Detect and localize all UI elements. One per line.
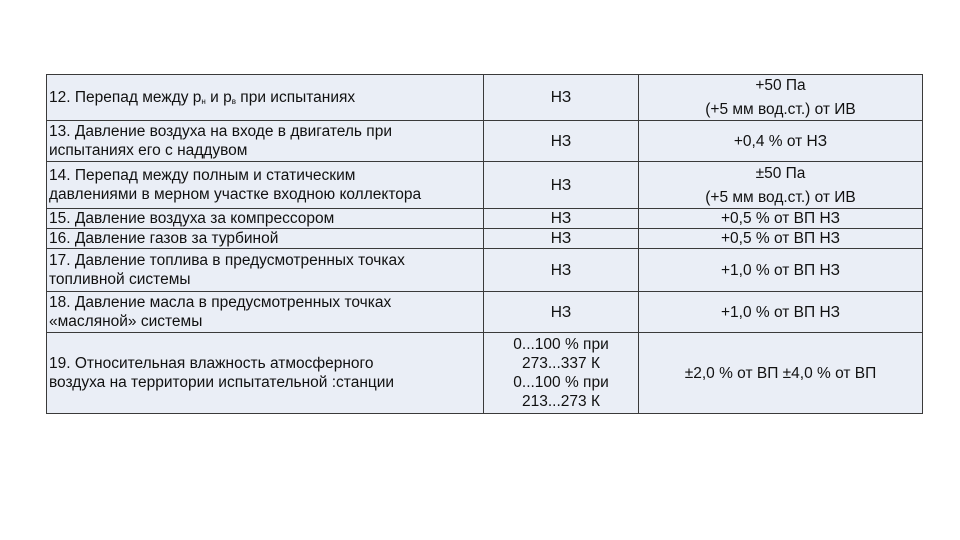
table-row [47, 209, 923, 229]
accuracy-cell: +0,5 % от ВП НЗ [639, 229, 923, 249]
accuracy-cell: +0,4 % от НЗ [639, 121, 923, 162]
accuracy-cell: +50 Па (+5 мм вод.ст.) от ИВ [639, 75, 923, 121]
range-cell: НЗ [484, 75, 639, 121]
table-row [47, 229, 923, 249]
range-cell: НЗ [484, 249, 639, 292]
parameter-name-cell: 12. Перепад между $р_н$ и $р_в$ при испытаниях [47, 75, 484, 121]
accuracy-cell: +0,5 % от ВП НЗ [639, 209, 923, 229]
parameter-name-cell: 18. Давление масла в предусмотренных точках «масляной» системы [47, 292, 484, 333]
parameter-name-cell: 13. Давление воздуха на входе в двигатель при испытаниях его с наддувом [47, 121, 484, 162]
parameter-name-cell: 19. Относительная влажность атмосферного воздуха на территории испытательной :станции [47, 333, 484, 414]
accuracy-cell: +1,0 % от ВП НЗ [639, 249, 923, 292]
range-cell: НЗ [484, 229, 639, 249]
table-row [47, 292, 923, 333]
table-row [47, 75, 923, 121]
table-row [47, 121, 923, 162]
accuracy-cell: +1,0 % от ВП НЗ [639, 292, 923, 333]
accuracy-cell: ±50 Па (+5 мм вод.ст.) от ИВ [639, 162, 923, 209]
accuracy-cell: ±2,0 % от ВП ±4,0 % от ВП [639, 333, 923, 414]
range-cell: НЗ [484, 209, 639, 229]
range-cell: НЗ [484, 292, 639, 333]
parameter-name-cell: 14. Перепад между полным и статическим давлениями в мерном участке входною коллектора [47, 162, 484, 209]
table-row [47, 333, 923, 414]
parameter-name-cell: 16. Давление газов за турбиной [47, 229, 484, 249]
range-cell: 0...100 % при 273...337 К 0...100 % при 213...273 К [484, 333, 639, 414]
table-row [47, 162, 923, 209]
parameters-table [46, 74, 923, 414]
table-row [47, 249, 923, 292]
range-cell: НЗ [484, 121, 639, 162]
parameter-name-cell: 15. Давление воздуха за компрессором [47, 209, 484, 229]
parameter-name-cell: 17. Давление топлива в предусмотренных точках топливной системы [47, 249, 484, 292]
range-cell: НЗ [484, 162, 639, 209]
